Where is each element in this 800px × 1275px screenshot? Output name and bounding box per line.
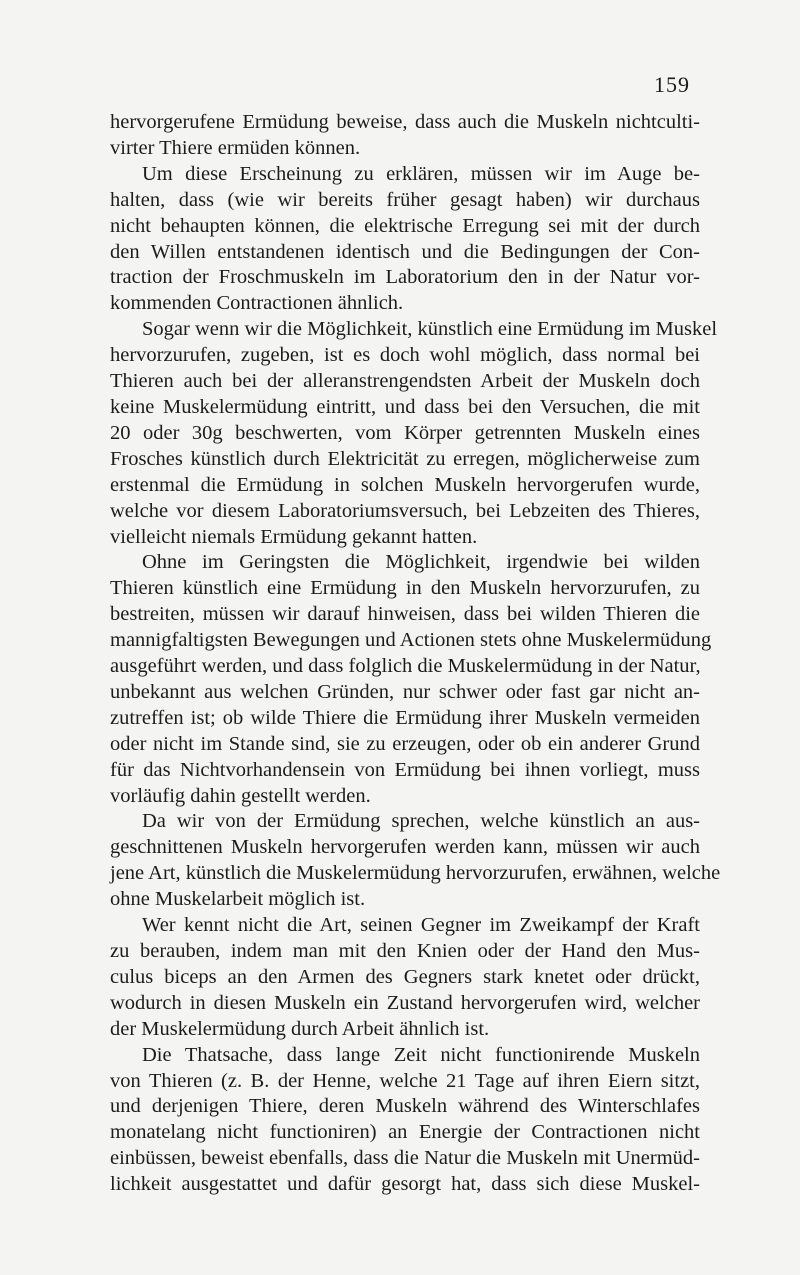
text-line: traction der Froschmuskeln im Laboratorium den in der Natur vor- [110, 266, 700, 289]
text-line: Ohne im Geringsten die Möglichkeit, irgendwie bei wilden [142, 551, 700, 574]
text-line: und derjenigen Thiere, deren Muskeln während des Winterschlafes [110, 1095, 700, 1118]
text-line: vorläufig dahin gestellt werden. [110, 784, 371, 807]
text-line: Sogar wenn wir die Möglichkeit, künstlich eine Ermüdung im Muskel [142, 318, 718, 341]
text-line: lichkeit ausgestattet und dafür gesorgt hat, dass sich diese Muskel- [110, 1173, 700, 1196]
text-line: zu berauben, indem man mit den Knien oder der Hand den Mus- [110, 940, 700, 962]
text-line: hervorgerufene Ermüdung beweise, dass auch die Muskeln nichtculti- [110, 111, 700, 133]
body-text [110, 110, 721, 1198]
text-line: bestreiten, müssen wir darauf hinweisen, dass bei wilden Thieren die [110, 603, 700, 626]
text-line: halten, dass (wie wir bereits früher gesagt haben) wir durchaus [110, 188, 700, 211]
text-line: Da wir von der Ermüdung sprechen, welche künstlich an aus- [142, 810, 700, 833]
text-line: für das Nichtvorhandensein von Ermüdung bei ihnen vorliegt, muss [110, 758, 700, 781]
text-line: der Muskelermüdung durch Arbeit ähnlich ist. [110, 1017, 490, 1040]
text-line: culus biceps an den Armen des Gegners stark knetet oder drückt, [110, 965, 700, 988]
text-line: 20 oder 30g beschwerten, vom Körper getrennten Muskeln eines [110, 421, 700, 444]
text-line: Die Thatsache, dass lange Zeit nicht functionirende Muskeln [142, 1043, 700, 1066]
text-line: den Willen entstandenen identisch und die Bedingungen der Con- [110, 240, 700, 263]
text-line: jene Art, künstlich die Muskelermüdung hervorzurufen, erwähnen, welche [110, 862, 721, 885]
text-line: keine Muskelermüdung eintritt, und dass bei den Versuchen, die mit [110, 395, 700, 418]
text-line: ohne Muskelarbeit möglich ist. [110, 888, 366, 911]
text-line: hervorzurufen, zugeben, ist es doch wohl möglich, dass normal bei [110, 344, 700, 367]
text-line: monatelang nicht functioniren) an Energie der Contractionen nicht [110, 1121, 700, 1144]
text-line: ausgeführt werden, und dass folglich die Muskelermüdung in der Natur, [110, 655, 701, 678]
text-line: kommenden Contractionen ähnlich. [110, 292, 404, 315]
text-line: wodurch in diesen Muskeln ein Zustand hervorgerufen wird, welcher [110, 991, 700, 1014]
text-line: erstenmal die Ermüdung in solchen Muskeln hervorgerufen wurde, [110, 473, 700, 496]
text-line: Thieren auch bei der alleranstrengendsten Arbeit der Muskeln doch [110, 370, 700, 393]
text-line: zutreffen ist; ob wilde Thiere die Ermüdung ihrer Muskeln vermeiden [110, 706, 700, 729]
text-line: welche vor diesem Laboratoriumsversuch, bei Lebzeiten des Thieres, [110, 499, 700, 522]
text-line: einbüssen, beweist ebenfalls, dass die Natur die Muskeln mit Unermüd- [110, 1147, 700, 1170]
text-line: geschnittenen Muskeln hervorgerufen werden kann, müssen wir auch [110, 836, 700, 859]
text-line: von Thieren (z. B. der Henne, welche 21 Tage auf ihren Eiern sitzt, [110, 1069, 700, 1092]
text-line: mannigfaltigsten Bewegungen und Actionen stets ohne Muskelermüdung [110, 629, 712, 652]
text-line: Frosches künstlich durch Elektricität zu erregen, möglicherweise zum [110, 447, 700, 470]
text-line: Um diese Erscheinung zu erklären, müssen wir im Auge be- [142, 162, 700, 185]
text-line: unbekannt aus welchen Gründen, nur schwer oder fast gar nicht an- [110, 680, 700, 703]
text-line: vielleicht niemals Ermüdung gekannt hatten. [110, 525, 478, 548]
text-line: Wer kennt nicht die Art, seinen Gegner im Zweikampf der Kraft [142, 914, 700, 937]
text-line: oder nicht im Stande sind, sie zu erzeugen, oder ob ein anderer Grund [110, 732, 700, 755]
text-line: nicht behaupten können, die elektrische Erregung sei mit der durch [110, 214, 700, 237]
page-number: 159 [654, 72, 690, 97]
text-line: Thieren künstlich eine Ermüdung in den Muskeln hervorzurufen, zu [110, 577, 700, 600]
text-line: virter Thiere ermüden können. [110, 136, 361, 159]
